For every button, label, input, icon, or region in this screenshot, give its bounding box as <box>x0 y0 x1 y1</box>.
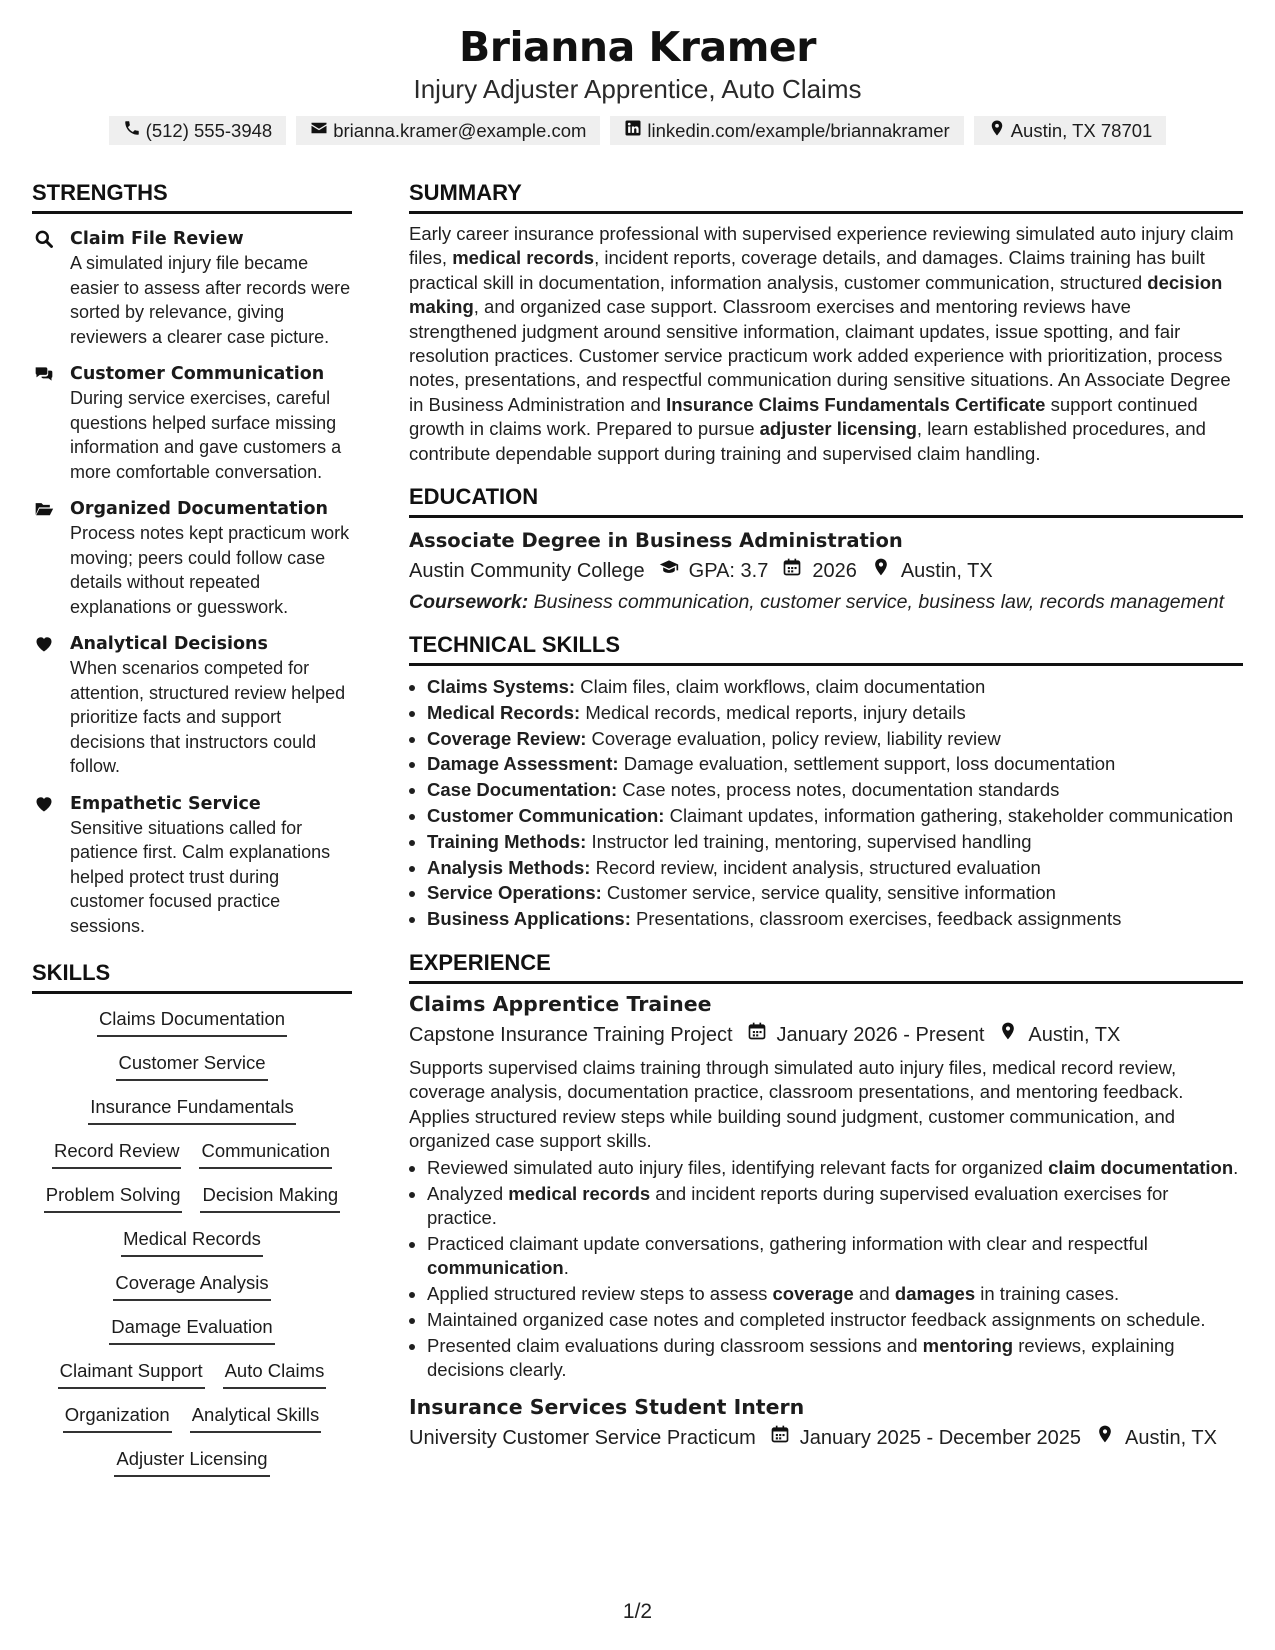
job-location: Austin, TX <box>1028 1024 1121 1047</box>
experience-heading: EXPERIENCE <box>409 950 1243 984</box>
text-segment: Maintained organized case notes and completed instructor feedback assignments on schedule. <box>427 1309 1206 1331</box>
job-entry <box>409 990 1243 1383</box>
technical-skill-item <box>427 829 1243 855</box>
text-segment: , incident reports, coverage details, and damages. Claims training has built practical skill in documentation, information analysis, customer communication, structured <box>409 247 1205 293</box>
technical-skill-value: Claimant updates, information gathering, stakeholder communication <box>664 805 1234 827</box>
job-entry <box>409 1393 1243 1453</box>
technical-skill-label: Training Methods: <box>427 830 587 852</box>
job-bullet <box>427 1282 1243 1306</box>
calendar-icon <box>768 556 812 586</box>
skill-tag: Decision Making <box>200 1182 340 1213</box>
strengths-heading: STRENGTHS <box>32 180 352 214</box>
education-location: Austin, TX <box>900 560 993 583</box>
technical-skill-item <box>427 726 1243 752</box>
strength-description: Process notes kept practicum work moving; peers could follow case details without repeated explanations or guesswork. <box>70 523 350 617</box>
technical-skill-value: Record review, incident analysis, structured evaluation <box>590 856 1041 878</box>
technical-skill-label: Business Applications: <box>427 908 631 930</box>
technical-skill-label: Medical Records: <box>427 701 581 723</box>
strength-item <box>32 362 352 484</box>
right-column <box>409 180 1243 1453</box>
job-dates: January 2025 - December 2025 <box>799 1426 1082 1449</box>
search-icon <box>34 229 54 249</box>
emphasis-text: adjuster licensing <box>759 418 917 440</box>
strength-title: Analytical Decisions <box>70 634 268 654</box>
comments-icon <box>34 364 54 384</box>
skill-row <box>32 1446 352 1477</box>
technical-skill-item <box>427 880 1243 906</box>
skill-tag: Adjuster Licensing <box>114 1446 269 1477</box>
text-segment: Applied structured review steps to assess <box>427 1283 773 1305</box>
page-number: 1/2 <box>622 1600 653 1623</box>
text-segment: and <box>853 1283 895 1305</box>
technical-skill-value: Instructor led training, mentoring, supervised handling <box>586 830 1032 852</box>
graduation-year: 2026 <box>812 560 857 583</box>
text-segment: , and organized case support. Classroom exercises and mentoring reviews have strengthened judgment around sensitive information, claimant updates, issue spotting, and fair resolution practices. Customer service practicum work added experience with prioritization, process notes, presentations, and respectful communication during sensitive situations. An Associate Degree in Business Administration and <box>409 296 1231 415</box>
strength-item <box>32 792 352 939</box>
technical-skill-item <box>427 803 1243 829</box>
skill-tag: Record Review <box>52 1138 181 1169</box>
skills-heading: SKILLS <box>32 960 352 994</box>
strength-title: Customer Communication <box>70 364 325 384</box>
strength-title: Organized Documentation <box>70 499 328 519</box>
job-meta <box>409 1423 1243 1453</box>
text-segment: . <box>563 1257 569 1279</box>
text-segment: . <box>1233 1156 1239 1178</box>
technical-skill-value: Presentations, classroom exercises, feedback assignments <box>630 908 1122 930</box>
technical-skill-item <box>427 751 1243 777</box>
text-segment: and incident reports during supervised evaluation exercises for practice. <box>427 1182 1169 1228</box>
skill-row <box>32 1358 352 1389</box>
skill-row <box>32 1094 352 1125</box>
text-segment: reviews, explaining decisions clearly. <box>427 1335 1175 1381</box>
skill-tag: Claimant Support <box>58 1358 205 1389</box>
strength-description: A simulated injury file became easier to assess after records were sorted by relevance, giving reviewers a clearer case picture. <box>70 253 351 347</box>
skill-tag: Claims Documentation <box>97 1006 287 1037</box>
calendar-icon <box>756 1423 800 1453</box>
education-meta <box>409 556 1243 586</box>
candidate-title: Injury Adjuster Apprentice, Auto Claims <box>413 74 862 104</box>
map-marker-icon <box>984 1020 1028 1050</box>
education-heading: EDUCATION <box>409 484 1243 518</box>
graduation-cap-icon <box>645 556 689 586</box>
job-organization: University Customer Service Practicum <box>409 1426 756 1449</box>
emphasis-text: medical records <box>452 247 595 269</box>
job-title: Insurance Services Student Intern <box>409 1394 805 1419</box>
linkedin-chip[interactable] <box>610 116 963 145</box>
candidate-name: Brianna Kramer <box>459 23 816 71</box>
strengths-list <box>32 227 352 938</box>
skill-tag: Coverage Analysis <box>113 1270 270 1301</box>
technical-skill-value: Customer service, service quality, sensitive information <box>601 882 1056 904</box>
degree-title: Associate Degree in Business Administration <box>409 529 903 553</box>
technical-skill-label: Customer Communication: <box>427 805 665 827</box>
skill-row <box>32 1006 352 1037</box>
technical-skill-value: Medical records, medical reports, injury details <box>580 701 966 723</box>
skill-row <box>32 1226 352 1257</box>
skill-tag: Insurance Fundamentals <box>88 1094 296 1125</box>
text-segment: Early career insurance professional with supervised experience reviewing simulated auto injury claim files, <box>409 223 1234 269</box>
skill-tag: Communication <box>199 1138 332 1169</box>
linkedin-icon <box>624 119 642 142</box>
heart-icon <box>34 634 54 654</box>
job-location: Austin, TX <box>1125 1426 1217 1449</box>
phone-chip[interactable] <box>109 116 287 145</box>
skill-row <box>32 1270 352 1301</box>
skill-tag: Damage Evaluation <box>109 1314 274 1345</box>
calendar-icon <box>733 1020 777 1050</box>
skill-tag: Customer Service <box>116 1050 267 1081</box>
summary-heading: SUMMARY <box>409 180 1243 214</box>
technical-skill-item <box>427 674 1243 700</box>
technical-skill-label: Analysis Methods: <box>427 856 591 878</box>
skill-tag: Medical Records <box>121 1226 263 1257</box>
job-bullet <box>427 1232 1243 1281</box>
strength-item <box>32 497 352 619</box>
strength-item <box>32 632 352 779</box>
coursework <box>409 590 1243 614</box>
contact-bar <box>0 116 1275 145</box>
strength-description: Sensitive situations called for patience first. Calm explanations helped protect trust during customer focused practice sessions. <box>70 817 331 936</box>
skill-row <box>32 1182 352 1213</box>
location-chip <box>974 116 1167 145</box>
technical-skill-label: Case Documentation: <box>427 779 618 801</box>
location-text: Austin, TX 78701 <box>1010 119 1153 141</box>
phone-icon <box>123 119 141 142</box>
skills-list <box>32 1006 352 1477</box>
coursework-label: Coursework: <box>409 591 529 614</box>
job-bullet <box>427 1308 1243 1332</box>
strength-title: Empathetic Service <box>70 793 261 814</box>
emphasis-text: claim documentation <box>1048 1156 1234 1178</box>
school-name: Austin Community College <box>409 560 645 583</box>
strength-description: During service exercises, careful questions helped surface missing information and gave customers a more comfortable conversation. <box>70 388 342 482</box>
skill-row <box>32 1050 352 1081</box>
phone-text: (512) 555-3948 <box>145 119 273 141</box>
resume-header <box>0 22 1275 145</box>
strength-item <box>32 227 352 349</box>
emphasis-text: medical records <box>508 1182 651 1204</box>
emphasis-text: communication <box>427 1257 564 1279</box>
skill-row <box>32 1402 352 1433</box>
technical-skill-value: Damage evaluation, settlement support, loss documentation <box>618 753 1116 775</box>
job-organization: Capstone Insurance Training Project <box>409 1024 733 1047</box>
technical-skills-heading: TECHNICAL SKILLS <box>409 632 1243 666</box>
technical-skill-label: Service Operations: <box>427 882 602 904</box>
left-column <box>32 180 352 1477</box>
technical-skill-item <box>427 700 1243 726</box>
gpa-text: GPA: 3.7 <box>688 560 769 583</box>
map-marker-icon <box>988 119 1006 142</box>
map-marker-icon <box>857 556 901 586</box>
skill-row <box>32 1314 352 1345</box>
emphasis-text: Insurance Claims Fundamentals Certificate <box>666 393 1046 415</box>
text-segment: Reviewed simulated auto injury files, identifying relevant facts for organized <box>427 1156 1049 1178</box>
technical-skill-label: Claims Systems: <box>427 676 576 698</box>
skill-tag: Auto Claims <box>223 1358 327 1389</box>
skill-tag: Problem Solving <box>44 1182 183 1213</box>
emphasis-text: coverage <box>772 1283 854 1305</box>
email-text: brianna.kramer@example.com <box>333 119 587 141</box>
emphasis-text: damages <box>894 1283 976 1305</box>
emphasis-text: decision making <box>409 271 1223 318</box>
technical-skill-label: Coverage Review: <box>427 727 587 749</box>
technical-skill-value: Claim files, claim workflows, claim documentation <box>575 676 986 698</box>
job-summary: Supports supervised claims training through simulated auto injury files, medical record review, coverage analysis, documentation practice, classroom presentations, and mentoring feedback. Applies structured review steps while building sound judgment, customer communication, and organized case support skills. <box>409 1057 1184 1152</box>
skill-row <box>32 1138 352 1169</box>
skill-tag: Analytical Skills <box>190 1402 322 1433</box>
technical-skills-list <box>409 674 1243 932</box>
envelope-icon <box>310 119 328 142</box>
experience-list <box>409 990 1243 1453</box>
text-segment: Analyzed <box>427 1182 509 1204</box>
job-bullet <box>427 1182 1243 1231</box>
email-chip[interactable] <box>296 116 600 145</box>
skill-tag: Organization <box>63 1402 172 1433</box>
text-segment: in training cases. <box>975 1283 1120 1305</box>
technical-skill-item <box>427 855 1243 881</box>
linkedin-text: linkedin.com/example/briannakramer <box>647 119 950 141</box>
job-bullets <box>409 1156 1243 1383</box>
text-segment: , learn established procedures, and contribute dependable support during training and supervised claim handling. <box>409 418 1206 464</box>
summary-text <box>409 222 1243 466</box>
job-meta <box>409 1020 1243 1050</box>
technical-skill-value: Coverage evaluation, policy review, liability review <box>586 727 1001 749</box>
job-bullet <box>427 1156 1243 1180</box>
text-segment: support continued growth in claims work. Prepared to pursue <box>409 393 1198 440</box>
heart-icon <box>34 794 54 814</box>
technical-skill-value: Case notes, process notes, documentation standards <box>617 779 1060 801</box>
coursework-text: Business communication, customer service, business law, records management <box>528 591 1225 614</box>
folder-open-icon <box>34 499 54 519</box>
job-dates: January 2026 - Present <box>776 1024 985 1047</box>
job-title: Claims Apprentice Trainee <box>409 992 712 1017</box>
technical-skill-label: Damage Assessment: <box>427 753 619 775</box>
technical-skill-item <box>427 777 1243 803</box>
text-segment: Presented claim evaluations during classroom sessions and <box>427 1335 923 1356</box>
technical-skill-item <box>427 906 1243 932</box>
strength-description: When scenarios competed for attention, structured review helped prioritize facts and support decisions that instructors could follow. <box>70 658 346 776</box>
strength-title: Claim File Review <box>70 229 244 249</box>
job-bullet <box>427 1334 1243 1383</box>
emphasis-text: mentoring <box>922 1335 1014 1356</box>
text-segment: Practiced claimant update conversations, gathering information with clear and respectful <box>427 1232 1148 1254</box>
map-marker-icon <box>1081 1423 1125 1453</box>
